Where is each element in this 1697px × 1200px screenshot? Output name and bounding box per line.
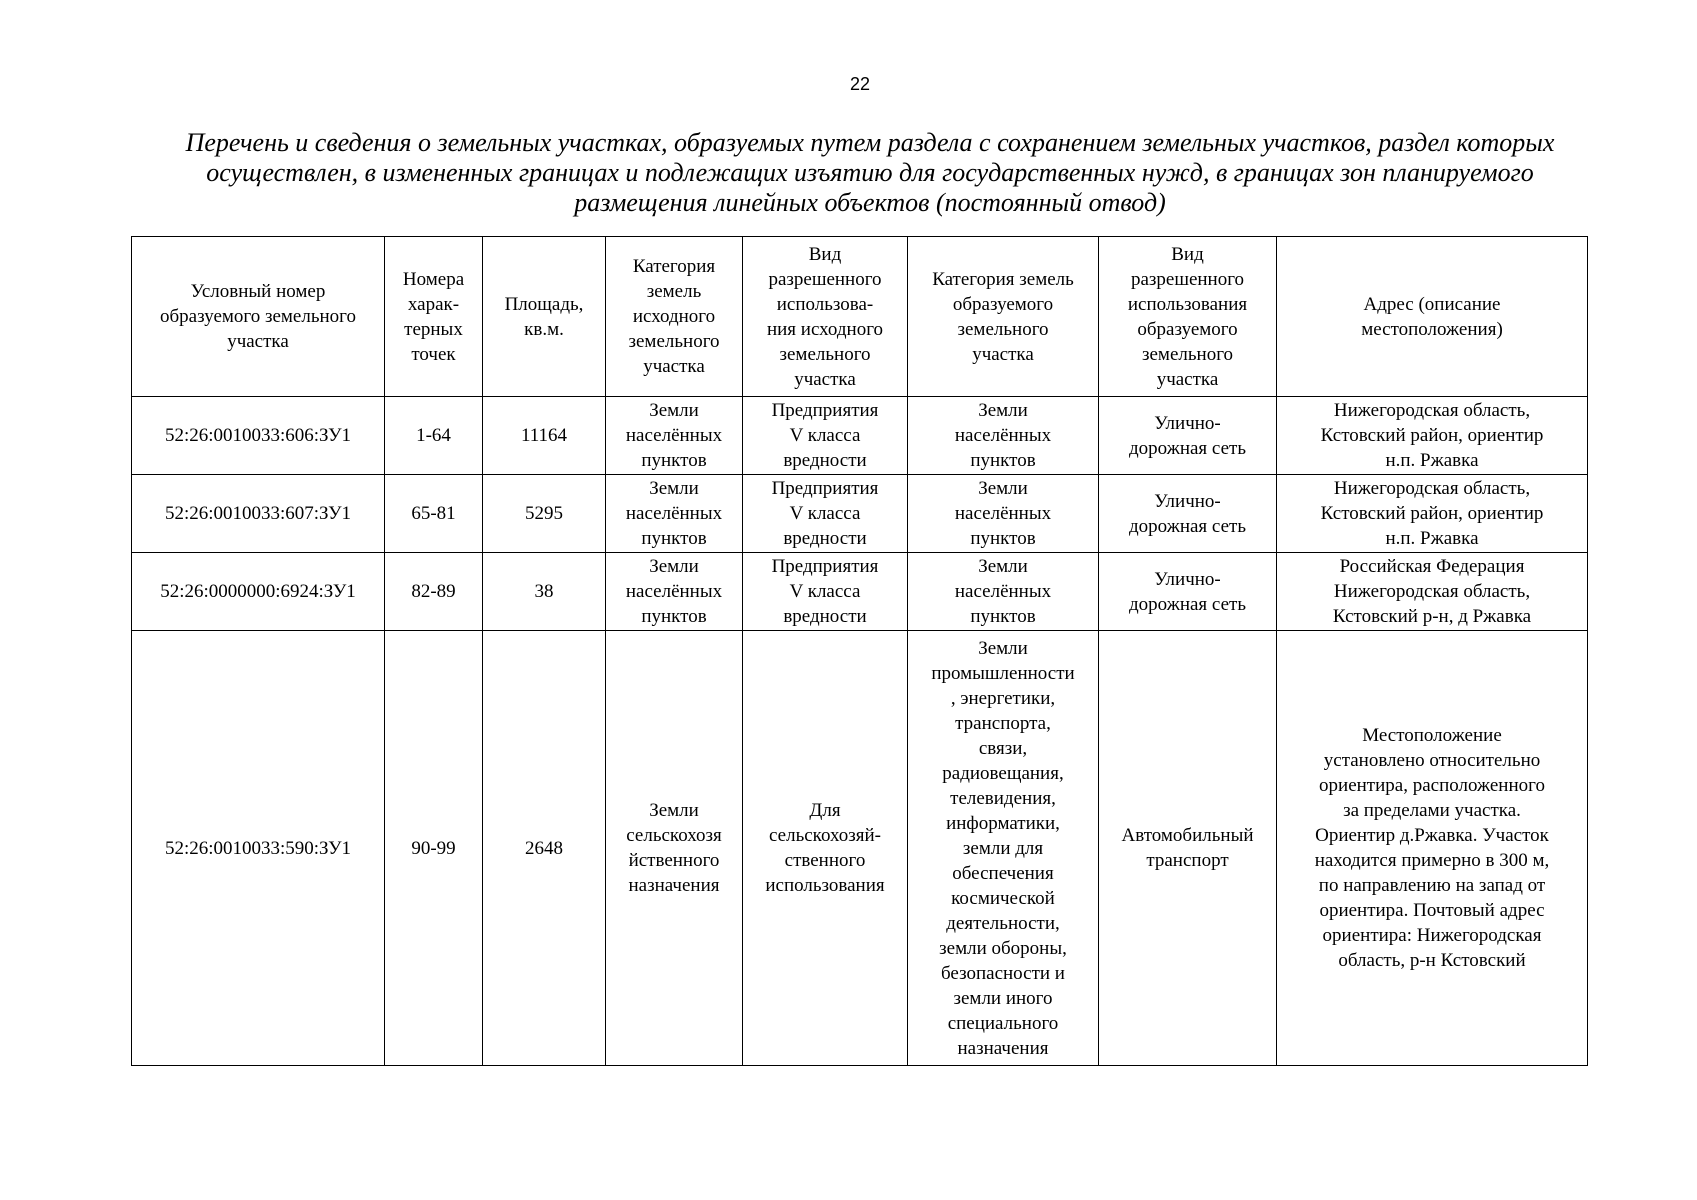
header-plot-number: Условный номер образуемого земельного участка [132, 237, 385, 397]
document-title: Перечень и сведения о земельных участках, образуемых путем раздела с сохранением земельных участков, раздел которых осуществлен, в измененных границах и подлежащих изъятию для государственных нужд, в границах зон планируемого размещения линейных объектов (постоянный отвод) [185, 128, 1555, 217]
cell-source-category: Земли населённых пунктов [606, 397, 743, 475]
cell-plot-number: 52:26:0010033:590:ЗУ1 [132, 631, 385, 1066]
cell-points: 90-99 [385, 631, 483, 1066]
cell-points: 1-64 [385, 397, 483, 475]
cell-address: Нижегородская область, Кстовский район, ориентир н.п. Ржавка [1277, 397, 1588, 475]
cell-address: Российская Федерация Нижегородская область, Кстовский р-н, д Ржавка [1277, 553, 1588, 631]
table-row [132, 397, 1588, 475]
cell-address: Нижегородская область, Кстовский район, ориентир н.п. Ржавка [1277, 475, 1588, 553]
cell-new-category: Земли населённых пунктов [908, 397, 1099, 475]
cell-new-use: Улично- дорожная сеть [1099, 397, 1277, 475]
cell-area: 11164 [483, 397, 606, 475]
cell-area: 5295 [483, 475, 606, 553]
cell-plot-number: 52:26:0000000:6924:ЗУ1 [132, 553, 385, 631]
cell-new-category: Земли населённых пунктов [908, 553, 1099, 631]
header-source-category: Категория земель исходного земельного участка [606, 237, 743, 397]
cell-source-category: Земли сельскохозя йственного назначения [606, 631, 743, 1066]
cell-area: 2648 [483, 631, 606, 1066]
cell-source-category: Земли населённых пунктов [606, 475, 743, 553]
cell-new-category: Земли промышленности , энергетики, транспорта, связи, радиовещания, телевидения, информатики, земли для обеспечения космической деятельности, земли обороны, безопасности и земли иного специального назначения [908, 631, 1099, 1066]
table-header-row [132, 237, 1588, 397]
cell-area: 38 [483, 553, 606, 631]
cell-plot-number: 52:26:0010033:607:ЗУ1 [132, 475, 385, 553]
header-points: Номера харак- терных точек [385, 237, 483, 397]
cell-source-use: Предприятия V класса вредности [743, 475, 908, 553]
cell-new-use: Автомобильный транспорт [1099, 631, 1277, 1066]
cell-source-use: Предприятия V класса вредности [743, 397, 908, 475]
cell-new-use: Улично- дорожная сеть [1099, 553, 1277, 631]
table-row [132, 475, 1588, 553]
cell-source-use: Предприятия V класса вредности [743, 553, 908, 631]
cell-points: 82-89 [385, 553, 483, 631]
cell-plot-number: 52:26:0010033:606:ЗУ1 [132, 397, 385, 475]
header-new-use: Вид разрешенного использования образуемого земельного участка [1099, 237, 1277, 397]
table-row [132, 631, 1588, 1066]
page-number: 22 [849, 74, 871, 94]
cell-new-category: Земли населённых пунктов [908, 475, 1099, 553]
cell-address: Местоположение установлено относительно ориентира, расположенного за пределами участка. Ориентир д.Ржавка. Участок находится примерно в 300 м, по направлению на запад от ориентира. Почтовый адрес ориентира: Нижегородская область, р-н Кстовский [1277, 631, 1588, 1066]
table-row [132, 553, 1588, 631]
land-plots-table [131, 236, 1588, 1066]
cell-source-use: Для сельскохозяй- ственного использования [743, 631, 908, 1066]
cell-points: 65-81 [385, 475, 483, 553]
header-source-use: Вид разрешенного использова- ния исходного земельного участка [743, 237, 908, 397]
header-address: Адрес (описание местоположения) [1277, 237, 1588, 397]
cell-source-category: Земли населённых пунктов [606, 553, 743, 631]
cell-new-use: Улично- дорожная сеть [1099, 475, 1277, 553]
header-new-category: Категория земель образуемого земельного участка [908, 237, 1099, 397]
header-area: Площадь, кв.м. [483, 237, 606, 397]
